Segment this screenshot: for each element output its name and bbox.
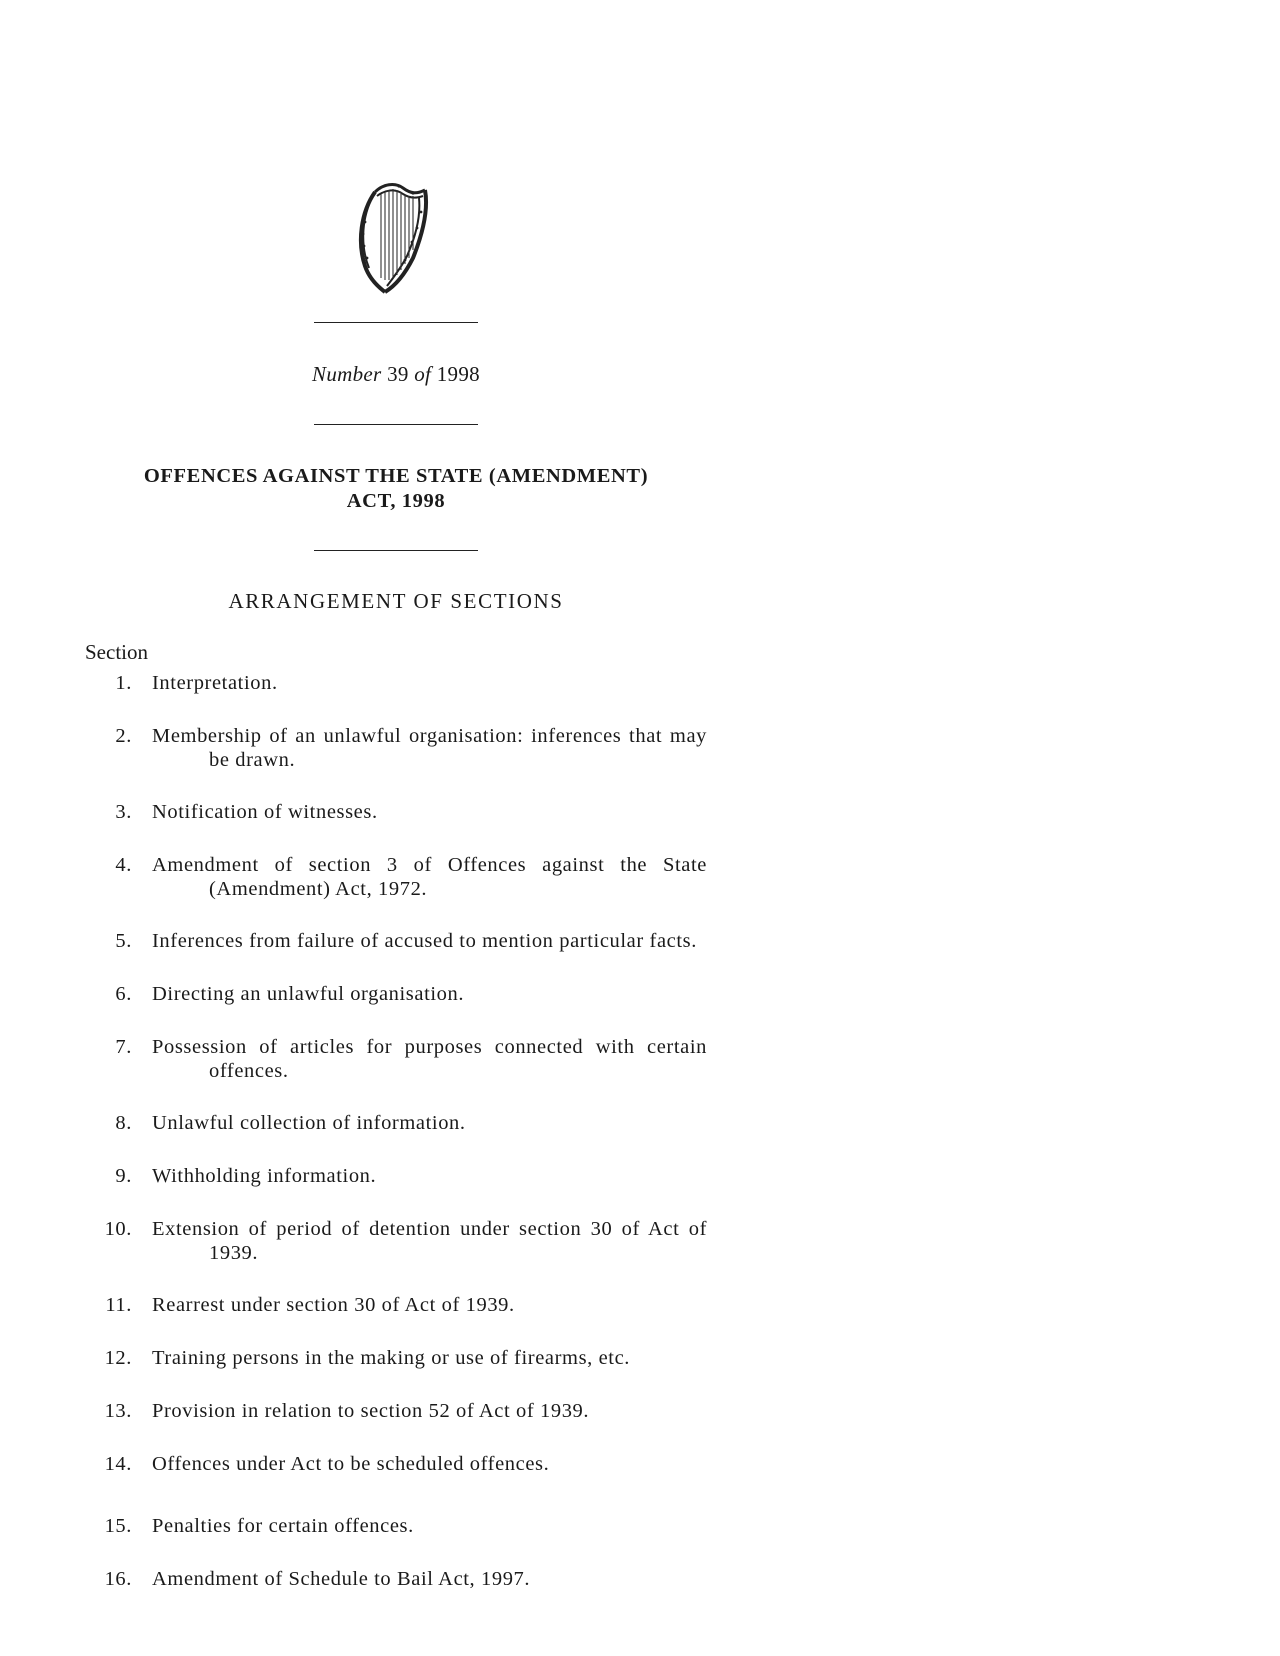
section-number: 6. — [115, 983, 132, 1005]
section-title-continuation: be drawn. — [209, 749, 296, 771]
act-title-line-2: ACT, 1998 — [346, 490, 446, 512]
section-title: Provision in relation to section 52 of Act of 1939. — [152, 1400, 590, 1422]
year: 1998 — [436, 362, 480, 386]
section-number: 3. — [115, 801, 132, 823]
divider-rule — [314, 550, 478, 551]
section-title: Amendment of Schedule to Bail Act, 1997. — [152, 1568, 531, 1590]
section-title: Possession of articles for purposes connected with certain — [152, 1036, 707, 1058]
section-number: 15. — [104, 1515, 132, 1537]
section-title: Amendment of section 3 of Offences against the State — [152, 854, 707, 876]
section-title: Directing an unlawful organisation. — [152, 983, 465, 1005]
number-word: Number — [312, 362, 382, 386]
section-title-continuation: 1939. — [209, 1242, 259, 1264]
section-number: 1. — [115, 672, 132, 694]
harp-icon — [355, 182, 433, 296]
section-number: 12. — [104, 1347, 132, 1369]
section-title: Unlawful collection of information. — [152, 1112, 466, 1134]
section-title: Rearrest under section 30 of Act of 1939. — [152, 1294, 515, 1316]
act-title-line-1: OFFENCES AGAINST THE STATE (AMENDMENT) — [143, 465, 649, 487]
section-title: Membership of an unlawful organisation: inferences that may — [152, 725, 707, 747]
section-title-continuation: offences. — [209, 1060, 289, 1082]
arrangement-heading: ARRANGEMENT OF SECTIONS — [228, 589, 564, 613]
divider-rule — [314, 322, 478, 323]
divider-rule — [314, 424, 478, 425]
section-title-continuation: (Amendment) Act, 1972. — [209, 878, 428, 900]
section-title: Notification of witnesses. — [152, 801, 378, 823]
section-title: Withholding information. — [152, 1165, 377, 1187]
section-number: 16. — [104, 1568, 132, 1590]
section-title: Extension of period of detention under section 30 of Act of — [152, 1218, 707, 1240]
section-number: 4. — [115, 854, 132, 876]
section-title: Offences under Act to be scheduled offences. — [152, 1453, 550, 1475]
section-number: 8. — [115, 1112, 132, 1134]
act-title — [0, 464, 792, 514]
section-number: 5. — [115, 930, 132, 952]
section-number: 2. — [115, 725, 132, 747]
section-number: 7. — [115, 1036, 132, 1058]
section-title: Penalties for certain offences. — [152, 1515, 414, 1537]
act-number — [0, 362, 792, 387]
section-number: 13. — [104, 1400, 132, 1422]
section-number: 11. — [105, 1294, 132, 1316]
section-column-label: Section — [85, 640, 148, 664]
section-number: 9. — [115, 1165, 132, 1187]
section-title: Interpretation. — [152, 672, 278, 694]
section-number: 14. — [104, 1453, 132, 1475]
of-word: of — [414, 362, 432, 386]
section-title: Inferences from failure of accused to mention particular facts. — [152, 930, 697, 952]
section-number: 10. — [104, 1218, 132, 1240]
section-title: Training persons in the making or use of firearms, etc. — [152, 1347, 631, 1369]
number-value: 39 — [387, 362, 409, 386]
